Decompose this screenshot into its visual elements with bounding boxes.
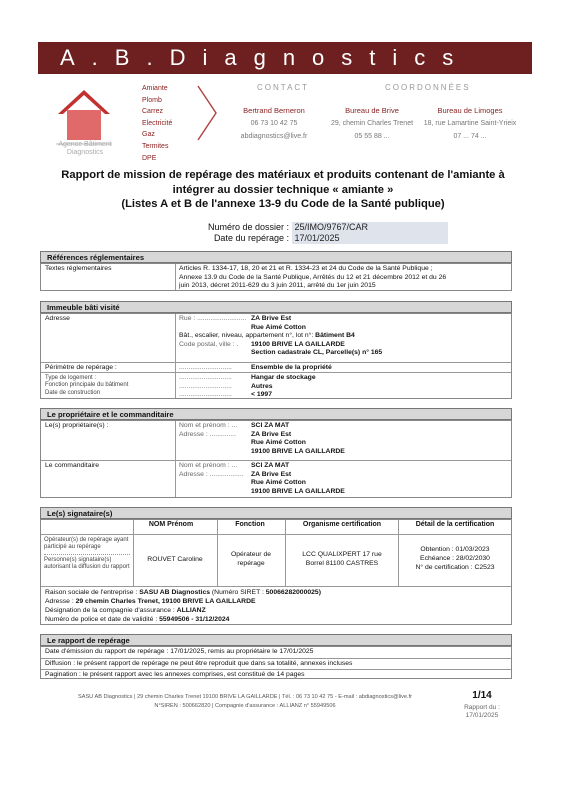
office-brive-phone: 05 55 88 ...: [354, 133, 390, 140]
signatories-table-header: NOM Prénom Fonction Organisme certification Détail de la certification: [148, 521, 495, 528]
title-line: (Listes A et B de l'annexe 13-9 du Code de la Santé publique): [121, 198, 445, 210]
service-item: Termites: [142, 142, 169, 150]
report-issue-date: Date d'émission du rapport de repérage : 17/01/2025, remis au propriétaire le 17/01/2025: [45, 648, 314, 655]
references-text: Articles R. 1334-17, 18, 20 et 21 et R. 1334-23 et 24 du Code de la Santé Publique ; Annexe 13.9 du Code de la Santé Publique, Arrêtés du 12 et 21 décembre 2012 et du 26 juin 2013, décret 2011-629 du 3 juin 2011, arrêté du 1er juin 2015: [179, 265, 447, 289]
section-header-building: Immeuble bâti visité: [40, 301, 512, 313]
office-brive-title: Bureau de Brive: [345, 106, 399, 115]
owner-box: [40, 420, 512, 498]
dossier-number-label: Numéro de dossier :: [207, 222, 289, 232]
report-date-footer: Rapport du : 17/01/2025: [464, 704, 500, 719]
contact-email[interactable]: abdiagnostics@live.fr: [240, 133, 308, 140]
certification-detail: Obtention : 01/03/2023 Echéance : 28/02/2030 N° de certification : C2523: [415, 546, 495, 571]
address-values: Rue : .......................... ZA Brive Est Rue Aimé Cotton Bât., escalier, niveau, appartement n°, lot n°: Bâtiment B4 Code postal, ville : . 19100 BRIVE LA GAILLARDE Section cadastrale CL, Parcelle(s) n° 165: [179, 315, 383, 356]
office-limoges-block: [420, 106, 520, 141]
service-item: Gaz: [142, 131, 155, 139]
coordinates-heading: COORDONNÉES: [385, 83, 471, 92]
contact-phone: 06 73 10 42 75: [250, 120, 298, 127]
service-item: Plomb: [142, 96, 162, 104]
survey-date-label: Date du repérage :: [213, 233, 289, 243]
perimeter-value: Ensemble de la propriété: [251, 364, 332, 371]
office-brive-block: [326, 106, 418, 141]
office-limoges-phone: 07 ... 74 ...: [453, 133, 487, 140]
signatory-name: ROUVET Caroline: [147, 556, 203, 563]
certification-body: LCC QUALIXPERT 17 rue Borrel 81100 CASTRES: [302, 551, 382, 567]
footer-line: SASU AB Diagnostics | 29 chemin Charles Trenet 19100 BRIVE LA GAILLARDE | Tél. : 06 73 10 42 75 - E-mail : abdiagnostics@live.fr: [77, 694, 412, 700]
service-item: DPE: [142, 154, 157, 162]
house-logo-icon: [56, 88, 112, 148]
perimeter-label: Périmètre de repérage :: [45, 364, 117, 371]
services-list: [142, 83, 172, 164]
building-type-labels: Type de logement : Fonction principale du bâtiment Date de construction: [45, 375, 129, 396]
signatories-box: [40, 519, 512, 625]
survey-date-value: 17/01/2025: [292, 233, 448, 244]
company-info: Raison sociale de l'entreprise : SASU AB Diagnostics (Numéro SIRET : 50066282000025) Adresse : 29 chemin Charles Trenet, 19100 BRIVE LA GAILLARDE Désignation de la compagnie d'assurance : ALLIANZ Numéro de police et date de validité : 55949506 - 31/12/2024: [41, 586, 511, 626]
title-line: Rapport de mission de repérage des matériaux et produits contenant de l'amiante à: [61, 169, 505, 181]
dossier-info: [190, 222, 448, 244]
owner-label: Le(s) propriétaire(s) :: [45, 422, 109, 429]
contact-heading: CONTACT: [257, 83, 310, 92]
signatory-row: Opérateur(s) de repérage ayant participé au repérage Personne(s) signataire(s) autorisant la diffusion du rapport ROUVET Caroline Opérateur de repérage LCC QUALIXPERT 17 rue Borrel 81100 CASTRES Obtention : 01/03/2023 Echéance : 28/02/2030 N° de certification : C2523: [41, 534, 511, 586]
section-header-signatories: Le(s) signataire(s): [40, 507, 512, 519]
company-name: SASU AB Diagnostics: [139, 589, 210, 596]
section-header-references: Références réglementaires: [40, 251, 512, 263]
client-values: Nom et prénom : ... SCI ZA MAT Adresse : .................. ZA Brive Est Rue Aimé Cotton 19100 BRIVE LA GAILLARDE: [179, 462, 345, 495]
office-limoges-title: Bureau de Limoges: [437, 106, 503, 115]
signatory-function: Opérateur de repérage: [230, 551, 272, 567]
title-line: intégrer au dossier technique « amiante »: [172, 183, 394, 196]
building-box: Adresse Rue : .......................... ZA Brive Est Rue Aimé Cotton Bât., escalier, niveau, appartement n°, lot n°: Bâtiment B4 Code postal, ville : . 19100 BRIVE LA GAILLARDE Section cadastrale CL, Parcelle(s) n° 165 Périmètre de repérage : ............................ Ensemble de la propriété Type de logement : Fonction principale du bâtiment Date de construction ............................ Hangar de stockage ............................ Autres ............................ < 1997: [40, 313, 512, 399]
section-header-owner: Le propriétaire et le commanditaire: [40, 408, 512, 420]
chevron-divider-icon: [196, 84, 218, 142]
client-label: Le commanditaire: [45, 462, 100, 469]
service-item: Carrez: [142, 108, 164, 116]
section-header-report: Le rapport de repérage: [40, 634, 512, 646]
contact-name: Bertrand Berneron: [243, 106, 305, 115]
owner-values: Nom et prénom : ... SCI ZA MAT Adresse : .............. ZA Brive Est Rue Aimé Cotton 19100 BRIVE LA GAILLARDE: [179, 422, 345, 455]
contact-block: [226, 106, 322, 141]
service-item: Amiante: [142, 85, 168, 92]
footer: [50, 693, 440, 711]
dossier-number-value: 25/IMO/9767/CAR: [292, 222, 448, 233]
references-box: [40, 263, 512, 291]
building-type-values: ............................ Hangar de stockage ............................ Autres ............................ < 1997: [179, 374, 316, 398]
service-item: Electricité: [142, 119, 173, 127]
report-diffusion: Diffusion : le présent rapport de repérage ne peut être reproduit que dans sa totalité, annexes incluses: [45, 660, 353, 667]
page-number: 1/14: [472, 690, 492, 701]
address-label: Adresse: [45, 315, 70, 322]
office-brive-address: 29, chemin Charles Trenet: [330, 120, 414, 127]
report-title: [30, 168, 536, 212]
report-pagination: Pagination : le présent rapport avec les annexes comprises, est constitué de 14 pages: [45, 671, 305, 678]
office-limoges-address: 18, rue Lamartine Saint-Yrieix: [423, 120, 517, 127]
brand-banner: A.B.Diagnostics: [38, 42, 532, 74]
footer-line: N°SIREN : 500662820 | Compagnie d'assurance : ALLIANZ n° 55949506: [154, 703, 336, 709]
report-box: [40, 646, 512, 679]
logo-caption: Agence Bâtiment Diagnostics: [58, 141, 112, 156]
references-label: Textes réglementaires: [45, 265, 112, 272]
